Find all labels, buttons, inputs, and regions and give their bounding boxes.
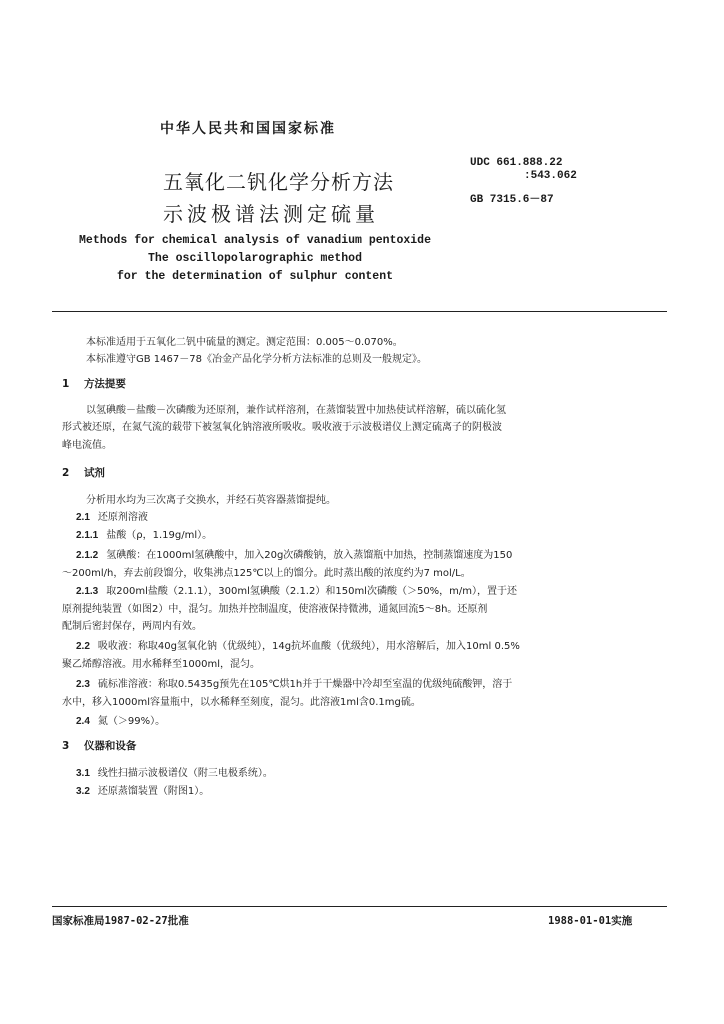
clause-2-2-number: 2.2 bbox=[76, 641, 90, 652]
clause-2-2-line-1: 吸收液：称取40g氢氧化钠（优级纯），14g抗坏血酸（优级纯），用水溶解后，加入10ml 0.5% bbox=[97, 641, 520, 652]
clause-2-1-3 bbox=[76, 582, 517, 597]
clause-3-2 bbox=[76, 782, 209, 797]
approval-date: 国家标准局1987-02-27批准 bbox=[52, 915, 189, 927]
clause-2-2-line-2: 聚乙烯醇溶液。用水稀释至1000ml，混匀。 bbox=[62, 659, 260, 670]
standard-type: 中华人民共和国国家标准 bbox=[160, 121, 336, 137]
clause-2-1-2 bbox=[76, 546, 512, 561]
title-en-line-1: Methods for chemical analysis of vanadium pentoxide bbox=[79, 234, 431, 247]
clause-2-1-1-text: 盐酸（ρ，1.19g/ml）。 bbox=[106, 530, 213, 541]
clause-2-1-3-line-3: 配制后密封保存，两周内有效。 bbox=[62, 621, 202, 632]
footer-rule bbox=[52, 906, 667, 907]
section-2-heading bbox=[62, 465, 105, 480]
clause-3-1-number: 3.1 bbox=[76, 768, 90, 779]
section-3-number: 3 bbox=[62, 740, 70, 752]
clause-2-3-line-2: 水中，移入1000ml容量瓶中，以水稀释至刻度，混匀。此溶液1ml含0.1mg硫。 bbox=[62, 697, 421, 708]
section-1-number: 1 bbox=[62, 378, 70, 390]
clause-2-1-number: 2.1 bbox=[76, 512, 90, 523]
section-2-intro: 分析用水均为三次离子交换水，并经石英容器蒸馏提纯。 bbox=[86, 495, 336, 506]
clause-2-2 bbox=[76, 637, 520, 652]
title-en-line-2: The oscillopolarographic method bbox=[148, 252, 362, 265]
intro-scope: 本标准适用于五氧化二钒中硫量的测定。测定范围：0.005～0.070%。 bbox=[86, 337, 403, 348]
section-1-title: 方法提要 bbox=[83, 378, 126, 390]
clause-2-1-1 bbox=[76, 526, 212, 541]
clause-3-1-text: 线性扫描示波极谱仪（附三电极系统）。 bbox=[97, 768, 273, 779]
udc-code bbox=[470, 157, 577, 183]
clause-2-1-1-number: 2.1.1 bbox=[76, 530, 99, 541]
clause-2-1 bbox=[76, 508, 148, 523]
clause-2-1-3-number: 2.1.3 bbox=[76, 586, 99, 597]
clause-2-3-number: 2.3 bbox=[76, 679, 90, 690]
clause-2-4 bbox=[76, 712, 165, 727]
clause-2-1-2-line-2: ～200ml/h，弃去前段馏分，收集沸点125℃以上的馏分。此时蒸出酸的浓度约为7 mol/L。 bbox=[62, 568, 471, 579]
clause-2-3 bbox=[76, 675, 512, 690]
clause-2-4-number: 2.4 bbox=[76, 716, 90, 727]
clause-2-1-3-line-1: 取200ml盐酸（2.1.1），300ml氢碘酸（2.1.2）和150ml次磷酸（＞50%，m/m），置于还 bbox=[106, 586, 518, 597]
section-1-line-2: 形式被还原，在氮气流的载带下被氢氧化钠溶液所吸收。吸收液于示波极谱仪上测定硫离子的阴极波 bbox=[62, 422, 502, 433]
clause-2-1-3-line-2: 原剂提纯装置（如图2）中，混匀。加热并控制温度，使溶液保持微沸，通氮回流5～8h。还原剂 bbox=[62, 604, 488, 615]
section-3-heading bbox=[62, 738, 136, 753]
section-1-line-1: 以氢碘酸－盐酸－次磷酸为还原剂，兼作试样溶剂，在蒸馏装置中加热使试样溶解，硫以硫化氢 bbox=[86, 405, 506, 416]
section-3-title: 仪器和设备 bbox=[83, 740, 137, 752]
gb-code: GB 7315.6－87 bbox=[470, 194, 554, 206]
title-cn-line-1: 五氧化二钒化学分析方法 bbox=[163, 170, 394, 194]
clause-2-1-text: 还原剂溶液 bbox=[97, 512, 148, 523]
udc-line-1: UDC 661.888.22 bbox=[470, 157, 563, 169]
section-2-title: 试剂 bbox=[83, 467, 105, 479]
title-en-line-3: for the determination of sulphur content bbox=[116, 270, 394, 283]
header-rule bbox=[52, 311, 667, 312]
clause-2-4-text: 氮（＞99%）。 bbox=[97, 716, 166, 727]
clause-3-2-text: 还原蒸馏装置（附图1）。 bbox=[97, 786, 210, 797]
clause-2-3-line-1: 硫标准溶液：称取0.5435g预先在105℃烘1h并于干燥器中冷却至室温的优级纯硫酸钾，溶于 bbox=[97, 679, 513, 690]
section-1-line-3: 峰电流值。 bbox=[62, 440, 112, 451]
intro-compliance: 本标准遵守GB 1467－78《冶金产品化学分析方法标准的总则及一般规定》。 bbox=[86, 354, 427, 365]
clause-3-1 bbox=[76, 764, 273, 779]
section-2-number: 2 bbox=[62, 467, 70, 479]
udc-line-2: :543.062 bbox=[524, 170, 577, 182]
clause-3-2-number: 3.2 bbox=[76, 786, 90, 797]
clause-2-1-2-line-1: 氢碘酸：在1000ml氢碘酸中，加入20g次磷酸钠，放入蒸馏瓶中加热，控制蒸馏速度为150 bbox=[106, 550, 513, 561]
clause-2-1-2-number: 2.1.2 bbox=[76, 550, 99, 561]
effective-date: 1988-01-01实施 bbox=[548, 915, 633, 927]
title-cn-line-2: 示波极谱法测定硫量 bbox=[163, 202, 379, 226]
section-1-heading bbox=[62, 376, 126, 391]
